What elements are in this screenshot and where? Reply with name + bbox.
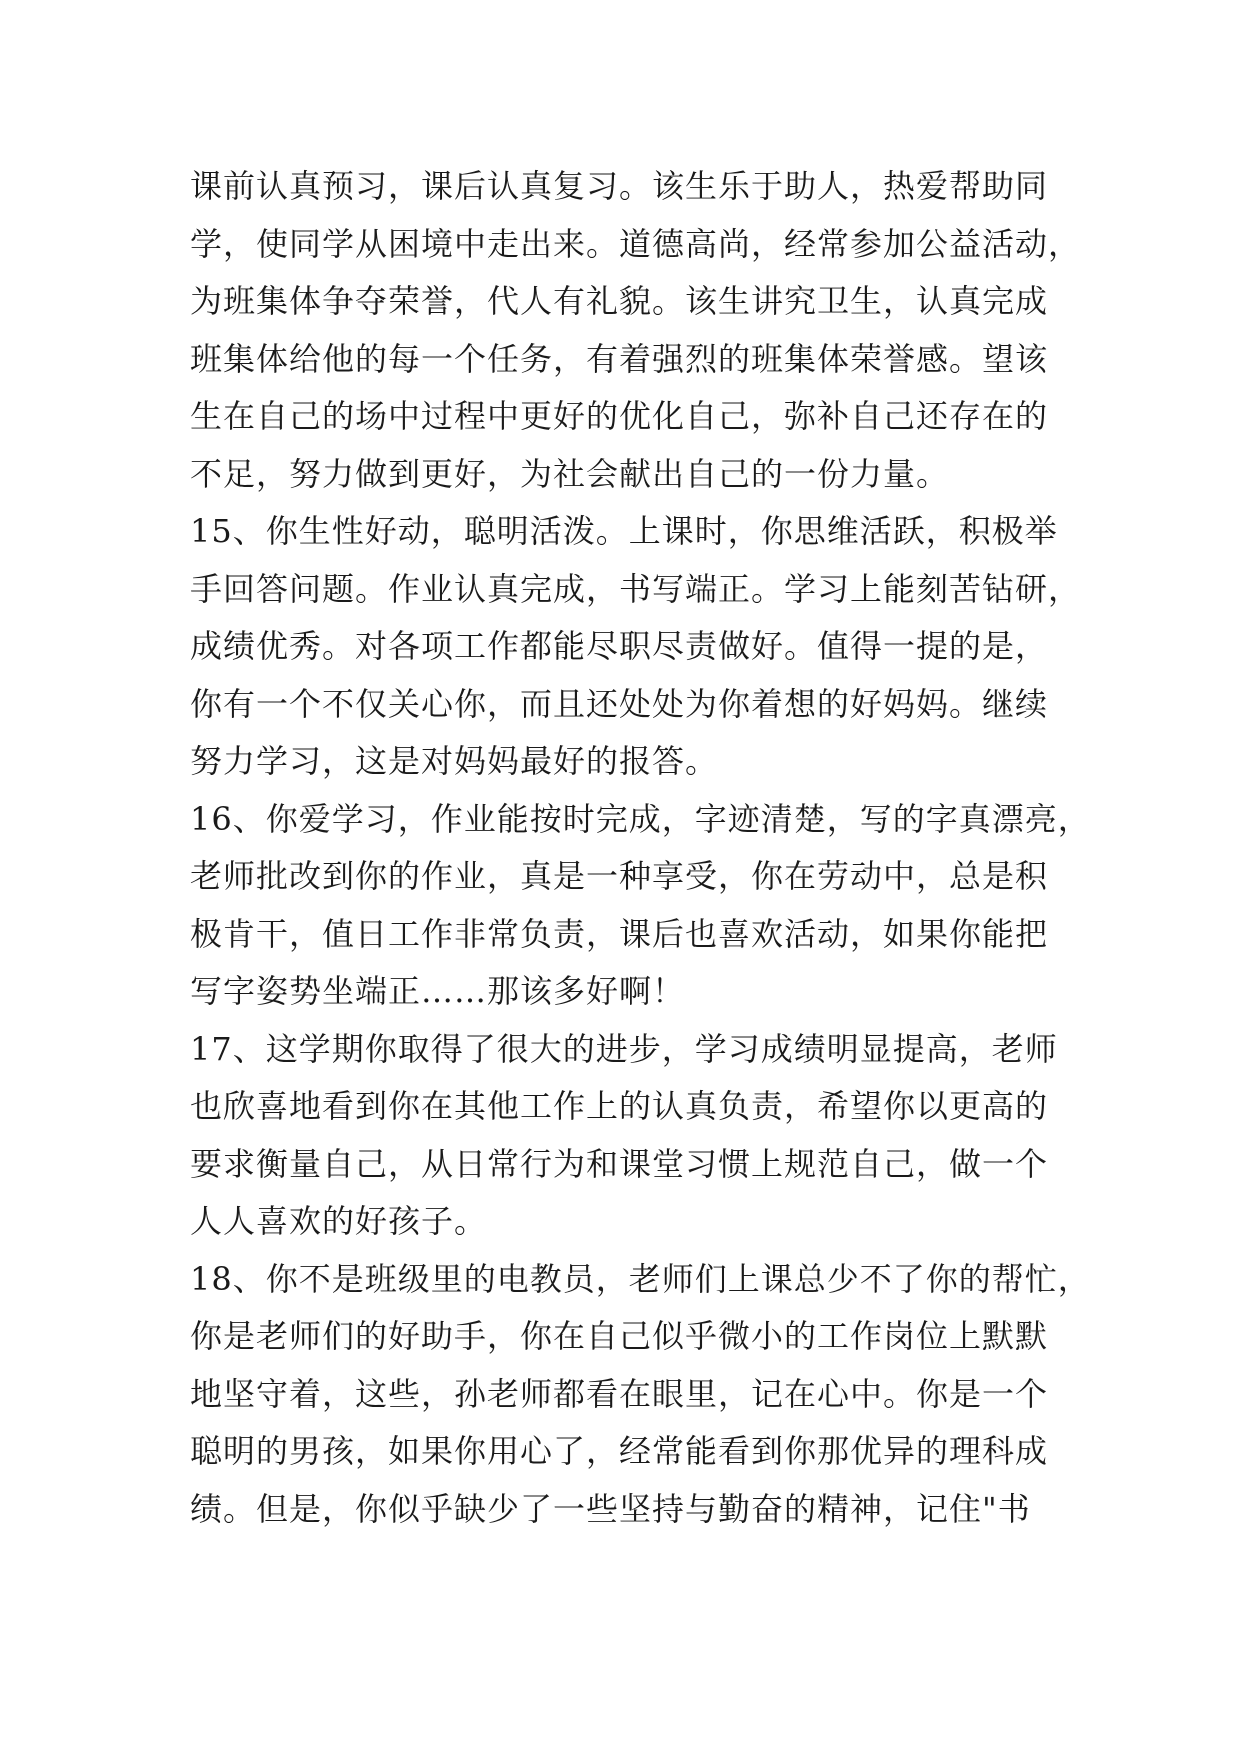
text-line: 成绩优秀。对各项工作都能尽职尽责做好。值得一提的是，: [190, 627, 1049, 665]
body-text: [190, 158, 1091, 1538]
text-line: 生在自己的场中过程中更好的优化自己，弥补自己还存在的: [190, 397, 1049, 435]
text-line: 18、你不是班级里的电教员，老师们上课总少不了你的帮忙，: [190, 1259, 1091, 1298]
text-line: 学，使同学从困境中走出来。道德高尚，经常参加公益活动，: [190, 224, 1082, 263]
text-line: 地坚守着，这些，孙老师都看在眼里，记在心中。你是一个: [190, 1374, 1049, 1413]
text-line: 你有一个不仅关心你，而且还处处为你着想的好妈妈。继续: [190, 684, 1049, 723]
text-line: 课前认真预习，课后认真复习。该生乐于助人，热爱帮助同: [190, 167, 1049, 205]
text-line: 绩。但是，你似乎缺少了一些坚持与勤奋的精神，记住"书: [190, 1489, 1031, 1528]
text-line: 不足，努力做到更好，为社会献出自己的一份力量。: [190, 454, 950, 493]
text-line: 你是老师们的好助手，你在自己似乎微小的工作岗位上默默: [190, 1317, 1049, 1355]
text-line: 写字姿势坐端正……那该多好啊！: [190, 972, 686, 1010]
text-line: 17、这学期你取得了很大的进步，学习成绩明显提高，老师: [190, 1029, 1058, 1068]
text-line: 努力学习，这是对妈妈最好的报答。: [190, 742, 719, 780]
text-line: 手回答问题。作业认真完成，书写端正。学习上能刻苦钻研，: [190, 569, 1082, 608]
text-line: 老师批改到你的作业，真是一种享受，你在劳动中，总是积: [190, 857, 1049, 895]
text-line: 极肯干，值日工作非常负责，课后也喜欢活动，如果你能把: [190, 914, 1049, 953]
text-line: 为班集体争夺荣誉，代人有礼貌。该生讲究卫生，认真完成: [190, 282, 1049, 320]
text-line: 15、你生性好动，聪明活泼。上课时，你思维活跃，积极举: [190, 512, 1058, 550]
text-line: 班集体给他的每一个任务，有着强烈的班集体荣誉感。望该: [190, 339, 1049, 378]
text-line: 也欣喜地看到你在其他工作上的认真负责，希望你以更高的: [190, 1087, 1049, 1125]
text-line: 要求衡量自己，从日常行为和课堂习惯上规范自己，做一个: [190, 1144, 1049, 1183]
text-line: 16、你爱学习，作业能按时完成，字迹清楚，写的字真漂亮，: [190, 799, 1091, 838]
text-line: 聪明的男孩，如果你用心了，经常能看到你那优异的理科成: [190, 1432, 1049, 1470]
text-line: 人人喜欢的好孩子。: [190, 1202, 488, 1240]
